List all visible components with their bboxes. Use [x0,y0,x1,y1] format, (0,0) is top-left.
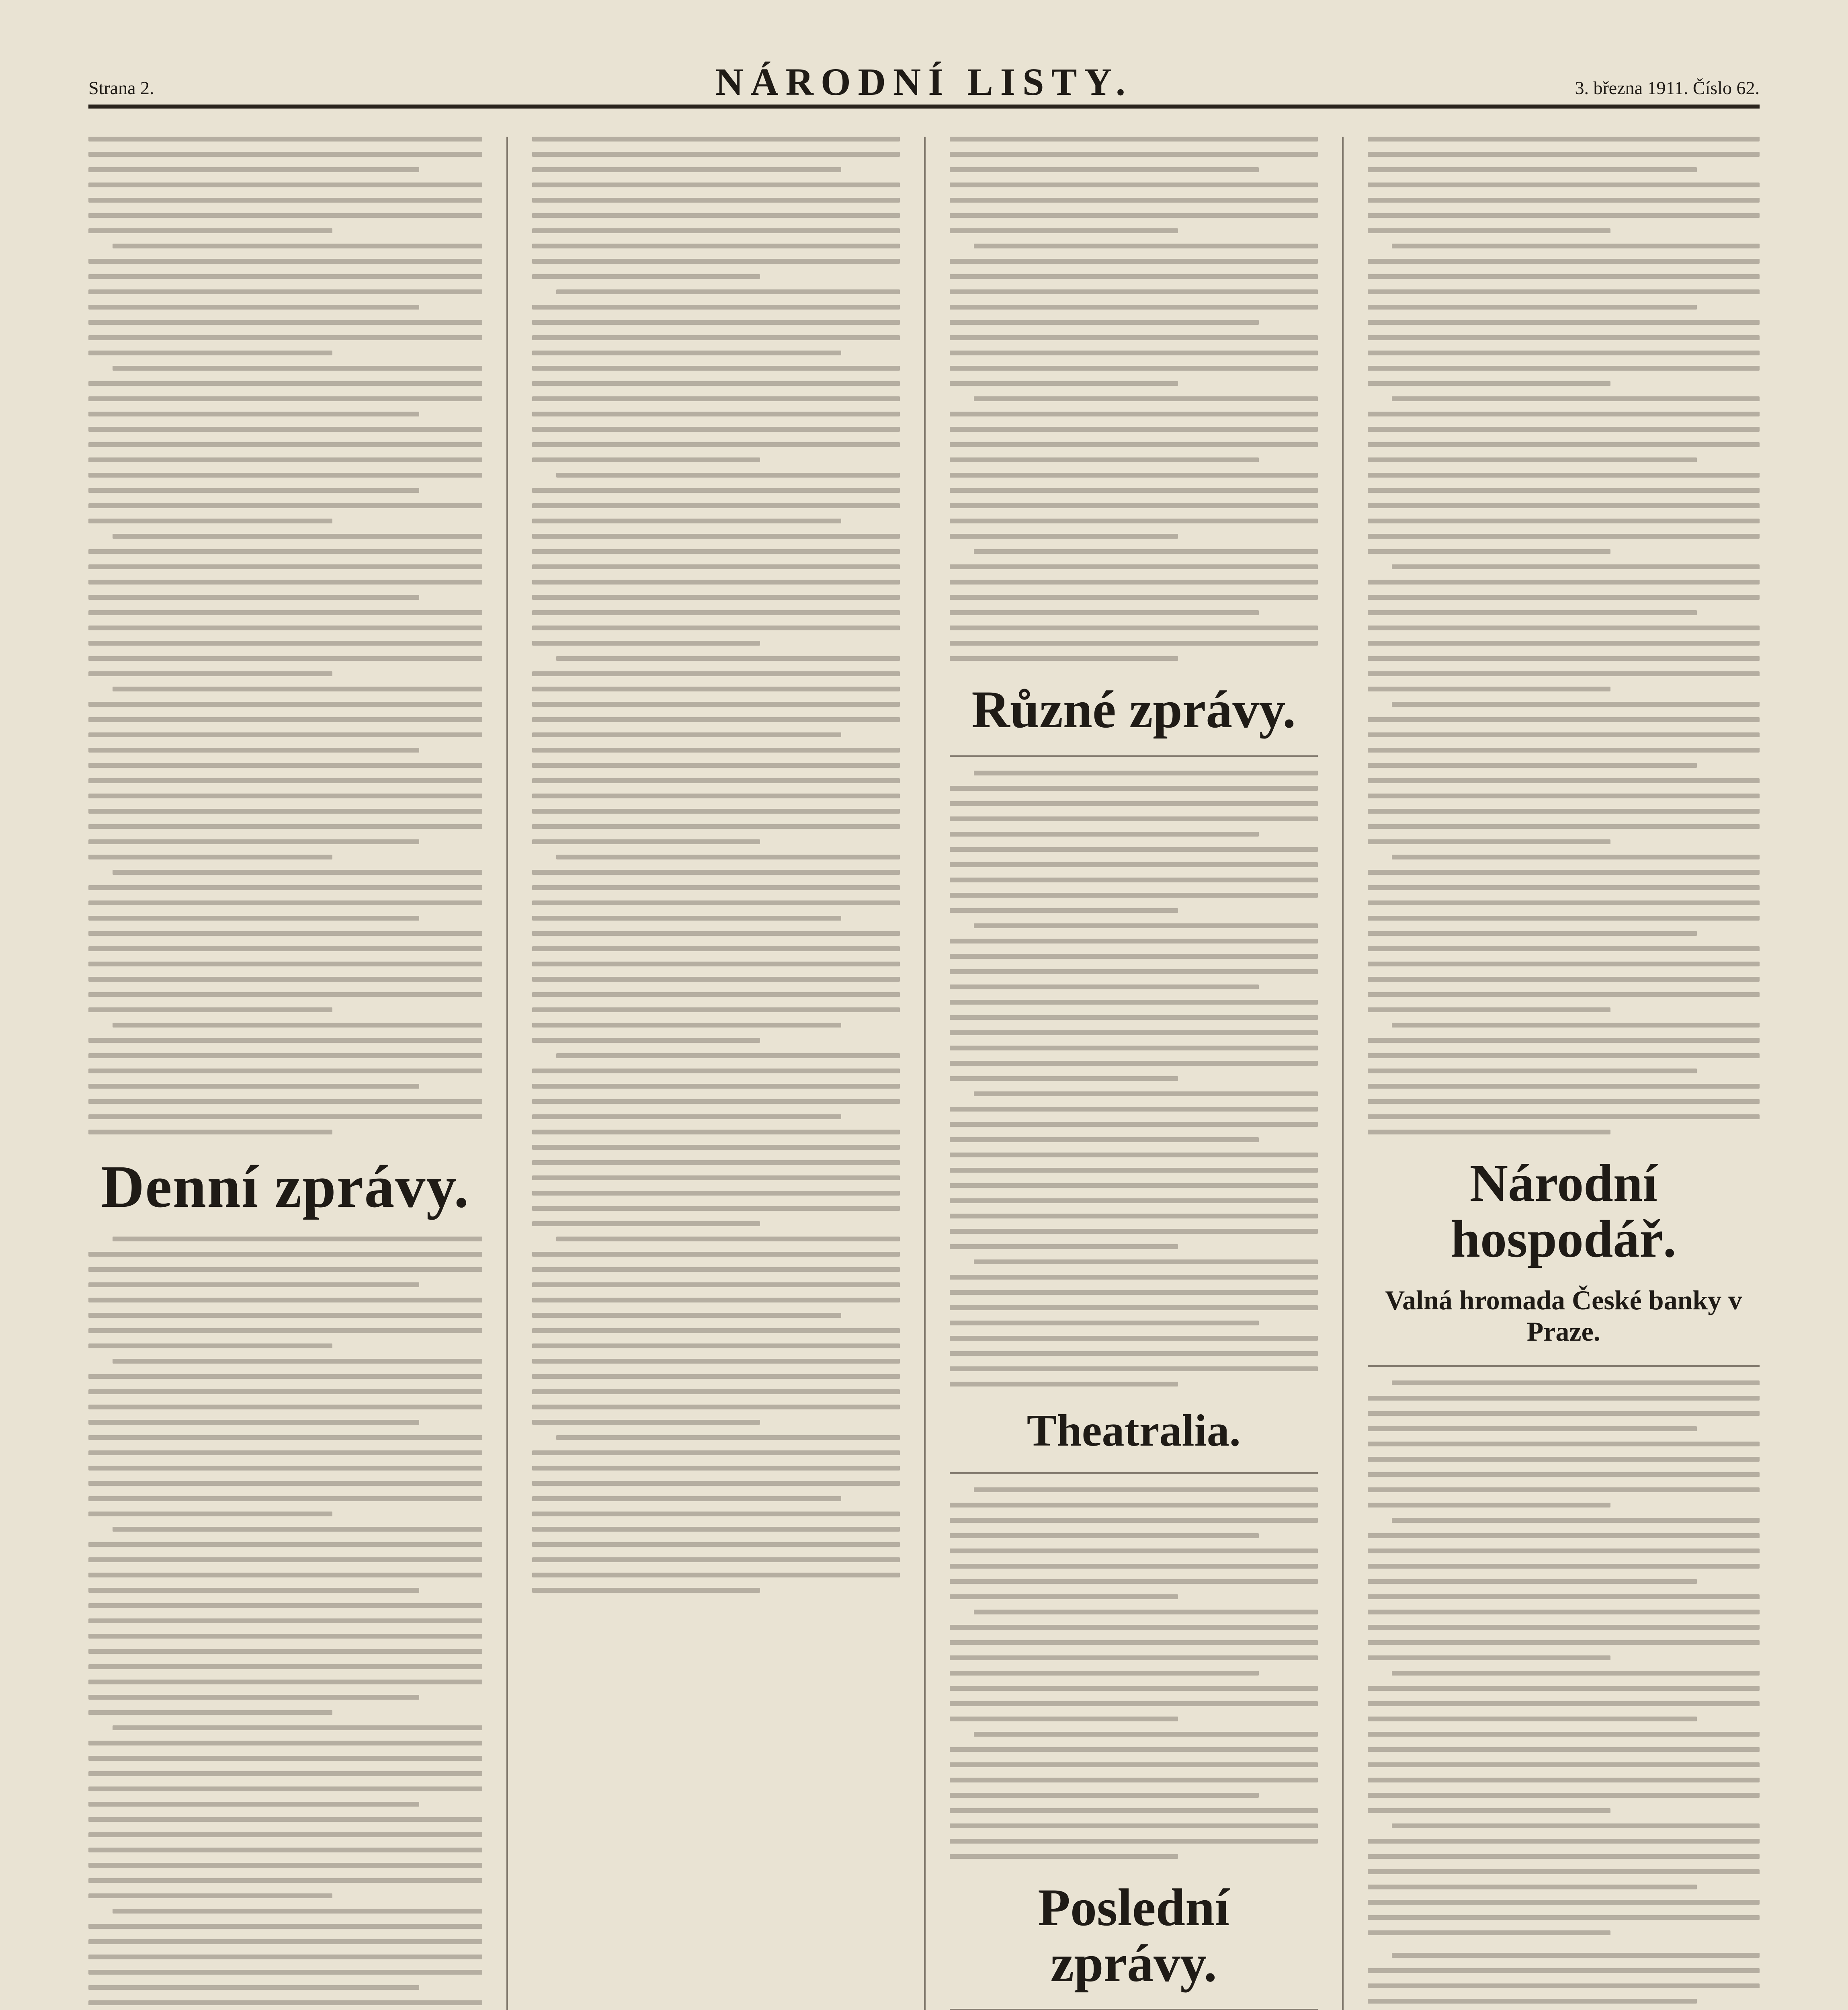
section-title-theatralia: Theatralia. [1026,1405,1241,1456]
masthead-title: NÁRODNÍ LISTY. [715,60,1133,103]
column-4 [1342,137,1760,2010]
article-body-5 [950,771,1318,1386]
article-columns [88,137,1760,2010]
section-title-denni-zpravy: Denní zprávy. [100,1153,470,1220]
article-body-6 [950,1487,1318,1859]
section-rule-2 [950,1472,1318,1474]
article-body-1 [88,137,482,1134]
section-title-valna-hromada: Valná hromada České banky v Praze. [1385,1285,1742,1347]
page-number: Strana 2. [88,78,154,98]
section-rule-4 [1368,1365,1760,1367]
section-title-narodni-hospodar: Národní hospodář. [1451,1153,1676,1268]
section-title-posledni-zpravy: Poslední zprávy. [1038,1878,1230,1993]
article-body-8 [1368,137,1760,1134]
section-rule-1 [950,755,1318,757]
column-2 [506,137,924,2010]
page-header [88,56,1760,109]
article-body-2 [88,1237,482,2010]
article-body-9 [1368,1380,1760,2010]
section-title-ruzne-zpravy: Různé zprávy. [971,680,1296,739]
column-3 [924,137,1342,2010]
article-body-3 [532,137,900,1593]
article-body-4 [950,137,1318,661]
issue-date: 3. března 1911. Číslo 62. [1575,78,1760,98]
column-1 [88,137,506,2010]
